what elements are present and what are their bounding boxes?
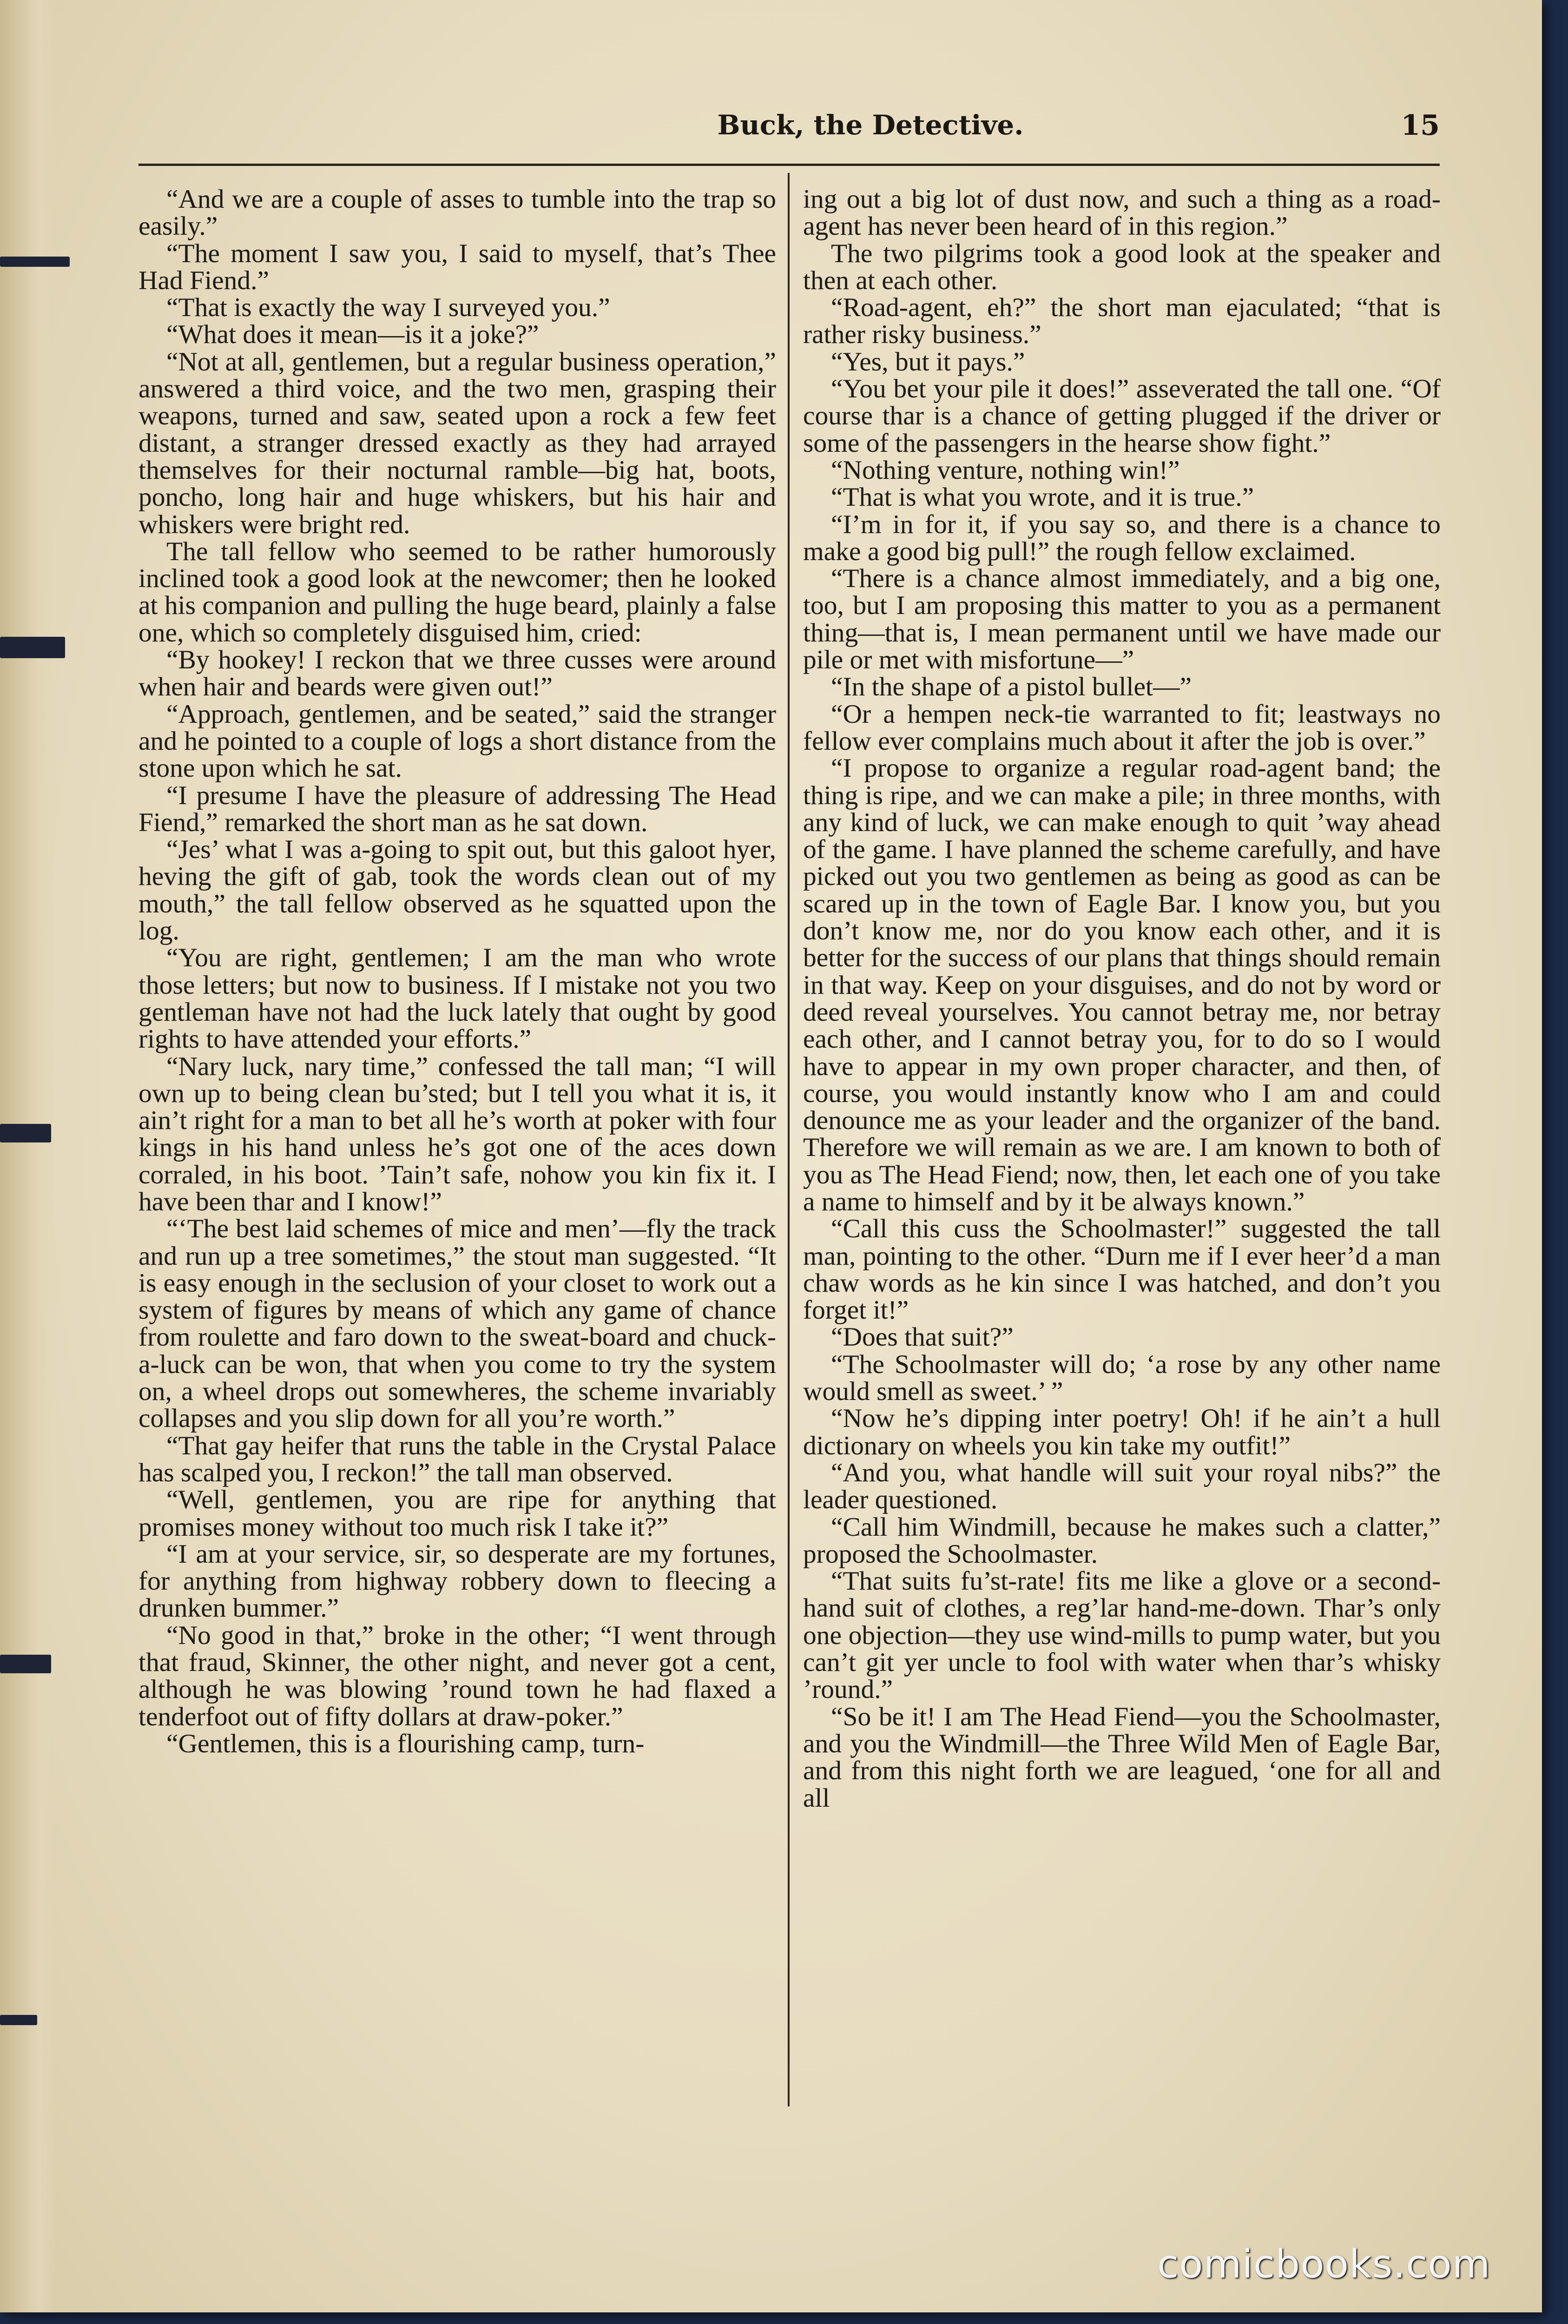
watermark: comicbooks.com (1157, 2241, 1491, 2287)
right-text-column (803, 186, 1441, 1812)
paragraph: “No good in that,” broke in the other; “I went through that fraud, Skinner, the other night, and never got a cent, although he was blowing ’round town he had flaxed a tenderfoot out of fifty dollars at draw-poker.” (138, 1620, 776, 1731)
paragraph: “You bet your pile it does!” asseverated the tall one. “Of course thar is a chance of getting plugged if the driver or some of the passengers in the hearse show fight.” (803, 374, 1441, 458)
paragraph: “Well, gentlemen, you are ripe for anything that promises money without too much risk I take it?” (138, 1485, 776, 1542)
paragraph: “Now he’s dipping inter poetry! Oh! if he ain’t a hull dictionary on wheels you kin take my outfit!” (803, 1404, 1441, 1460)
paragraph: ing out a big lot of dust now, and such a thing as a road-agent has never been heard of in this region.” (803, 185, 1441, 241)
paragraph: “You are right, gentlemen; I am the man who wrote those letters; but now to business. If I mistake not you two gentleman have not had the luck lately that ought by good rights to have attended your efforts.” (138, 943, 776, 1054)
binding-stitch (0, 257, 70, 267)
paragraph: The two pilgrims took a good look at the speaker and then at each other. (803, 238, 1441, 295)
paragraph: “Yes, but it pays.” (831, 347, 1025, 376)
paragraph: “What does it mean—is it a joke?” (166, 320, 539, 350)
paragraph: “Nary luck, nary time,” confessed the tall man; “I will own up to being clean bu’sted; but I tell you what it is, it ain’t right for a man to bet all he’s worth at poker with four kings in his hand unless he’s got one of the aces down corraled, in his boot. ’Tain’t safe, nohow you kin fix it. I have been thar and I know!” (138, 1051, 776, 1216)
paragraph: “And we are a couple of asses to tumble into the trap so easily.” (138, 185, 776, 241)
page-number: 15 (1401, 109, 1440, 142)
paragraph: “That is exactly the way I surveyed you.” (166, 293, 610, 323)
binding-stitch (0, 637, 65, 658)
left-text-column (138, 186, 776, 1757)
paragraph: “The Schoolmaster will do; ‘a rose by any other name would smell as sweet.’ ” (803, 1349, 1441, 1406)
paragraph: “That gay heifer that runs the table in the Crystal Palace has scalped you, I reckon!” the tall man observed. (138, 1431, 776, 1487)
paragraph: “And you, what handle will suit your royal nibs?” the leader questioned. (803, 1458, 1441, 1515)
paragraph: “Jes’ what I was a-going to spit out, but this galoot hyer, heving the gift of gab, took the words clean out of my mouth,” the tall fellow observed as he squatted upon the log. (138, 835, 776, 946)
paragraph: “That is what you wrote, and it is true.” (831, 482, 1254, 512)
paragraph: “The moment I saw you, I said to myself, that’s Thee Had Fiend.” (138, 238, 776, 295)
paragraph: “‘The best laid schemes of mice and men’—fly the track and run up a tree sometimes,” the stout man suggested. “It is easy enough in the seclusion of your closet to work out a system of figures by means of which any game of chance from roulette and faro down to the sweat-board and chuck-a-luck can be won, that when you come to try the system on, a wheel drops out somewheres, the scheme invariably collapses and you slip down for all you’re worth.” (138, 1214, 776, 1433)
paragraph: “I presume I have the pleasure of addressing The Head Fiend,” remarked the short man as he sat down. (138, 780, 776, 837)
paragraph: “I am at your service, sir, so desperate are my fortunes, for anything from highway robbery down to fleecing a drunken bummer.” (138, 1539, 776, 1623)
paragraph: “So be it! I am The Head Fiend—you the Schoolmaster, and you the Windmill—the Three Wild Men of Eagle Bar, and from this night forth we are leagued, ‘one for all and all (803, 1702, 1441, 1813)
page-header (138, 109, 1440, 160)
paragraph: “In the shape of a pistol bullet—” (831, 672, 1192, 702)
paragraph: “Does that suit?” (831, 1322, 1014, 1352)
paragraph: “I propose to organize a regular road-agent band; the thing is ripe, and we can make a pile; in three months, with any kind of luck, we can make enough to quit ’way ahead of the game. I have planned the scheme carefully, and have picked out you two gentlemen as being as good as can be scared up in the town of Eagle Bar. I know you, but you don’t know me, nor do you know each other, and it is better for the success of our plans that things should remain in that way. Keep on your disguises, and do not by word or deed reveal yourselves. You cannot betray me, nor betray each other, and I cannot betray you, for to do so I would have to appear in my own proper character, and then, of course, you would instantly know who I am and could denounce me as your leader and the organizer of the band. Therefore we will remain as we are. I am known to both of you as The Head Fiend; now, then, let each one of you take a name to himself and by it be always known.” (803, 753, 1441, 1216)
header-rule (138, 164, 1440, 166)
paragraph: “Road-agent, eh?” the short man ejaculated; “that is rather risky business.” (803, 293, 1441, 350)
paragraph: “Nothing venture, nothing win!” (831, 455, 1180, 485)
paragraph: “Gentlemen, this is a flourishing camp, turn- (166, 1729, 645, 1758)
paragraph: “Or a hempen neck-tie warranted to fit; leastways no fellow ever complains much about it after the job is over.” (803, 699, 1441, 756)
paragraph: “Call him Windmill, because he makes such a clatter,” proposed the Schoolmaster. (803, 1512, 1441, 1569)
paragraph: “Call this cuss the Schoolmaster!” suggested the tall man, pointing to the other. “Durn me if I ever heer’d a man chaw words as he kin since I was hatched, and don’t you forget it!” (803, 1214, 1441, 1325)
binding-stitch (0, 1655, 51, 1673)
binding-stitch (0, 2015, 37, 2025)
column-divider (788, 173, 790, 2106)
paragraph: “Approach, gentlemen, and be seated,” said the stranger and he pointed to a couple of logs a short distance from the stone upon which he sat. (138, 699, 776, 783)
paragraph: “By hookey! I reckon that we three cusses were around when hair and beards were given out!” (138, 645, 776, 702)
paragraph: The tall fellow who seemed to be rather humorously inclined took a good look at the newcomer; then he looked at his companion and pulling the huge beard, plainly a false one, which so completely disguised him, cried: (138, 536, 776, 647)
paragraph: “There is a chance almost immediately, and a big one, too, but I am proposing this matter to you as a permanent thing—that is, I mean permanent until we have made our pile or met with misfortune—” (803, 564, 1441, 675)
paragraph: “That suits fu’st-rate! fits me like a glove or a second-hand suit of clothes, a reg’lar hand-me-down. Thar’s only one objection—they use wind-mills to pump water, but you can’t git yer uncle to fool with water when thar’s whisky ’round.” (803, 1566, 1441, 1704)
running-title: Buck, the Detective. (717, 109, 1024, 141)
binding-stitch (0, 1124, 51, 1142)
paragraph: “I’m in for it, if you say so, and there is a chance to make a good big pull!” the rough fellow exclaimed. (803, 509, 1441, 566)
paragraph: “Not at all, gentlemen, but a regular business operation,” answered a third voice, and the two men, grasping their weapons, turned and saw, seated upon a rock a few feet distant, a stranger dressed exactly as they had arrayed themselves for their nocturnal ramble—big hat, boots, poncho, long hair and huge whiskers, but his hair and whiskers were bright red. (138, 347, 776, 539)
page-spine (0, 0, 56, 2312)
